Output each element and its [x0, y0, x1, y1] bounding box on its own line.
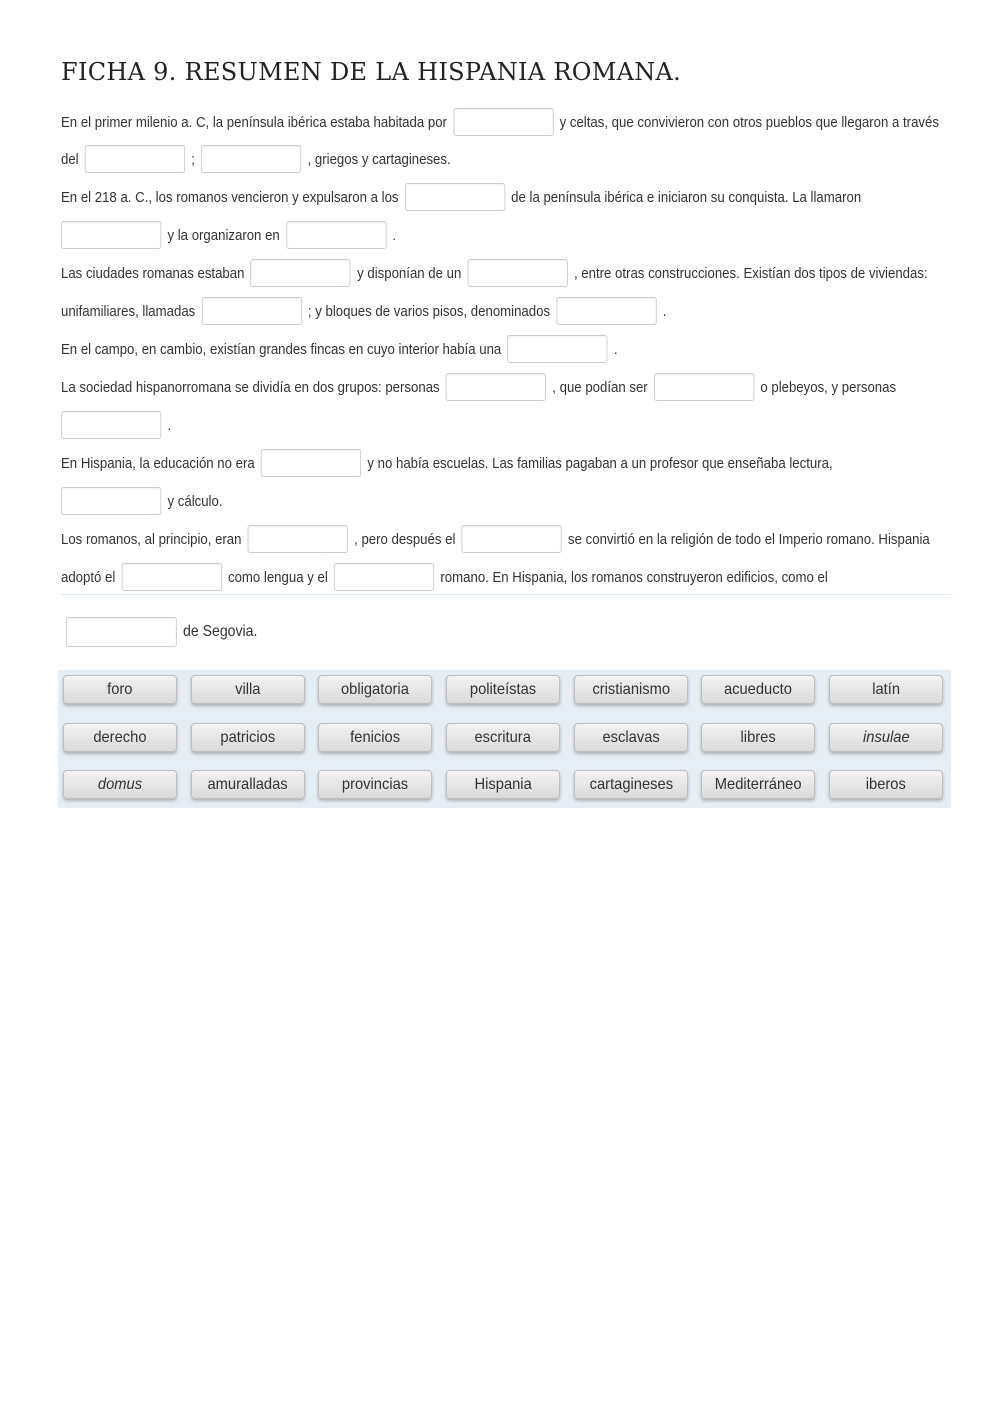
text: y cálculo.	[167, 492, 223, 510]
text: y la organizaron en	[167, 226, 280, 244]
text: Los romanos, al principio, eran	[61, 530, 242, 548]
answer-gap[interactable]	[286, 221, 386, 249]
word-label: amuralladas	[207, 775, 289, 793]
answer-gap[interactable]	[405, 183, 505, 211]
text: de Segovia.	[183, 623, 258, 640]
text: , griegos y cartagineses.	[307, 150, 451, 168]
word-chip[interactable]	[191, 675, 305, 704]
word-label: fenicios	[350, 728, 400, 746]
text: .	[392, 226, 397, 244]
answer-gap[interactable]	[201, 145, 301, 173]
text-line	[61, 144, 451, 174]
divider	[61, 594, 951, 595]
text: Las ciudades romanas estaban	[61, 264, 245, 282]
word-label: insulae	[862, 728, 910, 746]
word-label: patricios	[220, 728, 276, 746]
answer-gap[interactable]	[556, 297, 656, 325]
answer-gap[interactable]	[446, 373, 546, 401]
text: romano. En Hispania, los romanos construyeron edificios, como el	[440, 568, 828, 586]
word-chip[interactable]	[318, 723, 432, 752]
text: En Hispania, la educación no era	[61, 454, 255, 472]
answer-gap[interactable]	[261, 449, 361, 477]
text: ; y bloques de varios pisos, denominados	[307, 302, 551, 320]
word-label: iberos	[865, 775, 907, 793]
text-line	[61, 258, 928, 288]
page-title: FICHA 9. RESUMEN DE LA HISPANIA ROMANA.	[61, 58, 682, 86]
text: y disponían de un	[357, 264, 462, 282]
word-chip[interactable]	[701, 675, 815, 704]
word-label: domus	[97, 775, 143, 793]
text: .	[167, 416, 172, 434]
word-chip[interactable]	[318, 770, 432, 799]
answer-gap[interactable]	[507, 335, 607, 363]
word-chip[interactable]	[318, 675, 432, 704]
word-label: escritura	[474, 728, 532, 746]
word-label: obligatoria	[341, 680, 409, 698]
text-line	[61, 448, 833, 478]
word-label: villa	[235, 680, 261, 698]
text: y celtas, que convivieron con otros pueblos que llegaron a través	[559, 113, 939, 131]
word-chip[interactable]	[829, 675, 943, 704]
text: .	[662, 302, 667, 320]
word-chip[interactable]	[574, 675, 688, 704]
word-chip[interactable]	[701, 723, 815, 752]
answer-gap[interactable]	[251, 259, 351, 287]
text: La sociedad hispanorromana se dividía en dos grupos: personas	[61, 378, 440, 396]
text: adoptó el	[61, 568, 116, 586]
word-chip[interactable]	[701, 770, 815, 799]
word-chip[interactable]	[446, 675, 560, 704]
answer-gap[interactable]	[121, 563, 221, 591]
word-chip[interactable]	[191, 770, 305, 799]
answer-gap[interactable]	[85, 145, 185, 173]
word-label: libres	[740, 728, 776, 746]
text: unifamiliares, llamadas	[61, 302, 196, 320]
text-line	[61, 562, 828, 592]
word-label: cartagineses	[589, 775, 673, 793]
text: se convirtió en la religión de todo el Imperio romano. Hispania	[568, 530, 930, 548]
word-bank	[58, 670, 951, 808]
word-label: derecho	[93, 728, 147, 746]
word-chip[interactable]	[446, 723, 560, 752]
text: En el campo, en cambio, existían grandes fincas en cuyo interior había una	[61, 340, 502, 358]
text: , que podían ser	[552, 378, 648, 396]
answer-gap[interactable]	[453, 108, 553, 136]
answer-gap[interactable]	[334, 563, 434, 591]
text-line	[61, 372, 896, 402]
text-line	[61, 182, 861, 212]
word-chip[interactable]	[446, 770, 560, 799]
text: de la península ibérica e iniciaron su conquista. La llamaron	[511, 188, 862, 206]
text: En el primer milenio a. C, la península ibérica estaba habitada por	[61, 113, 447, 131]
word-chip[interactable]	[191, 723, 305, 752]
text: .	[613, 340, 618, 358]
answer-gap[interactable]	[467, 259, 567, 287]
answer-gap[interactable]	[462, 525, 562, 553]
answer-gap[interactable]	[248, 525, 348, 553]
text: del	[61, 150, 79, 168]
text: y no había escuelas. Las familias pagaban a un profesor que enseñaba lectura,	[367, 454, 833, 472]
text-line	[61, 486, 223, 516]
word-label: provincias	[341, 775, 409, 793]
answer-gap[interactable]	[201, 297, 301, 325]
word-chip[interactable]	[574, 770, 688, 799]
text-line	[61, 410, 171, 440]
word-label: cristianismo	[592, 680, 670, 698]
word-label: Mediterráneo	[714, 775, 802, 793]
word-label: latín	[872, 680, 900, 698]
answer-gap[interactable]	[61, 221, 161, 249]
word-chip[interactable]	[63, 675, 177, 704]
text-line	[61, 524, 930, 554]
answer-gap[interactable]	[654, 373, 754, 401]
text: o plebeyos, y personas	[760, 378, 897, 396]
answer-gap[interactable]	[66, 617, 177, 647]
word-label: esclavas	[602, 728, 660, 746]
answer-gap[interactable]	[61, 487, 161, 515]
word-chip[interactable]	[574, 723, 688, 752]
answer-gap[interactable]	[61, 411, 161, 439]
word-chip[interactable]	[829, 723, 943, 752]
text-line	[61, 107, 939, 137]
text: , entre otras construcciones. Existían dos tipos de viviendas:	[573, 264, 928, 282]
text-line	[61, 296, 666, 326]
word-label: foro	[107, 680, 133, 698]
word-chip[interactable]	[829, 770, 943, 799]
text: ;	[191, 150, 195, 168]
text-line	[61, 220, 396, 250]
text: En el 218 a. C., los romanos vencieron y expulsaron a los	[61, 188, 399, 206]
text-line	[66, 617, 257, 647]
word-label: politeístas	[469, 680, 537, 698]
word-chip[interactable]	[63, 770, 177, 799]
word-chip[interactable]	[63, 723, 177, 752]
text-line	[61, 334, 618, 364]
text: como lengua y el	[227, 568, 328, 586]
word-label: acueducto	[724, 680, 792, 698]
text: , pero después el	[354, 530, 456, 548]
word-label: Hispania	[474, 775, 532, 793]
